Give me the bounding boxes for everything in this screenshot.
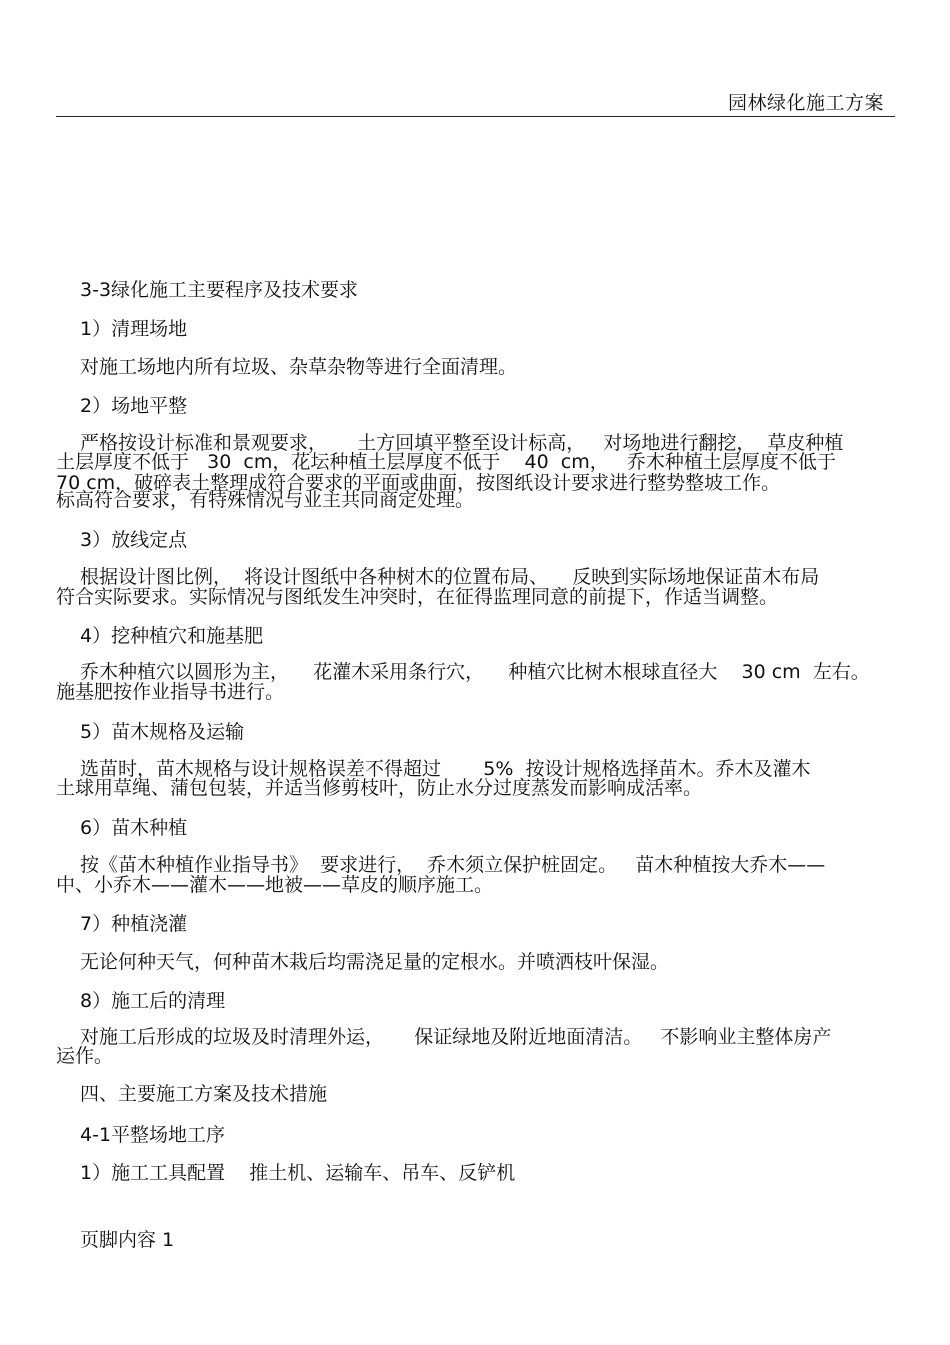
item5-line2: 土球用草绳、蒲包包装，并适当修剪枝叶，防止水分过度蒸发而影响成活率。 [56,777,703,799]
item8-title: 8）施工后的清理 [80,990,226,1012]
header-rule [56,116,895,117]
item7-text: 无论何种天气，何种苗木栽后均需浇足量的定根水。并喷洒枝叶保湿。 [80,951,670,973]
item2-line4: 标高符合要求，有特殊情况与业主共同商定处理。 [56,489,475,511]
section-3-3-title: 3-3绿化施工主要程序及技术要求 [80,279,359,301]
item3-title: 3）放线定点 [80,529,188,551]
item8-line1: 对施工后形成的垃圾及时清理外运， 保证绿地及附近地面清洁。 不影响业主整体房产 [80,1026,832,1048]
item6-title: 6）苗木种植 [80,817,188,839]
section-4-1-item1: 1）施工工具配置 推土机、运输车、吊车、反铲机 [80,1162,516,1184]
item4-line1: 乔木种植穴以圆形为主， 花灌木采用条行穴， 种植穴比树木根球直径大 30 cm 左右。 [80,661,870,683]
header-title: 园林绿化施工方案 [727,92,884,114]
item4-line2: 施基肥按作业指导书进行。 [56,681,285,703]
item3-line1: 根据设计图比例， 将设计图纸中各种树木的位置布局、 反映到实际场地保证苗木布局 [80,566,820,588]
section-4-title: 四、主要施工方案及技术措施 [80,1083,328,1105]
footer-text: 页脚内容 1 [80,1229,175,1251]
item3-line2: 符合实际要求。实际情况与图纸发生冲突时，在征得监理同意的前提下，作适当调整。 [56,586,779,608]
item8-line2: 运作。 [56,1045,114,1067]
item2-line3: 70 cm，破碎表土整理成符合要求的平面或曲面，按图纸设计要求进行整势整坡工作。 [56,472,781,494]
item2-line1: 严格按设计标准和景观要求， 土方回填平整至设计标高， 对场地进行翻挖， 草皮种植 [80,432,844,454]
section-4-1-title: 4-1平整场地工序 [80,1124,226,1146]
item5-line1: 选苗时，苗木规格与设计规格误差不得超过 5% 按设计规格选择苗木。乔木及灌木 [80,758,811,780]
item5-title: 5）苗木规格及运输 [80,721,245,743]
item6-line2: 中、小乔木——灌木——地被——草皮的顺序施工。 [56,874,494,896]
item2-line2: 土层厚度不低于 30 cm，花坛种植土层厚度不低于 40 cm， 乔木种植土层厚度不低于 [56,451,836,473]
item7-title: 7）种植浇灌 [80,913,188,935]
item2-title: 2）场地平整 [80,395,188,417]
item4-title: 4）挖种植穴和施基肥 [80,625,264,647]
item6-line1: 按《苗木种植作业指导书》 要求进行， 乔木须立保护桩固定。 苗木种植按大乔木—— [80,854,826,876]
item1-title: 1）清理场地 [80,318,188,340]
item1-text: 对施工场地内所有垃圾、杂草杂物等进行全面清理。 [80,356,518,378]
